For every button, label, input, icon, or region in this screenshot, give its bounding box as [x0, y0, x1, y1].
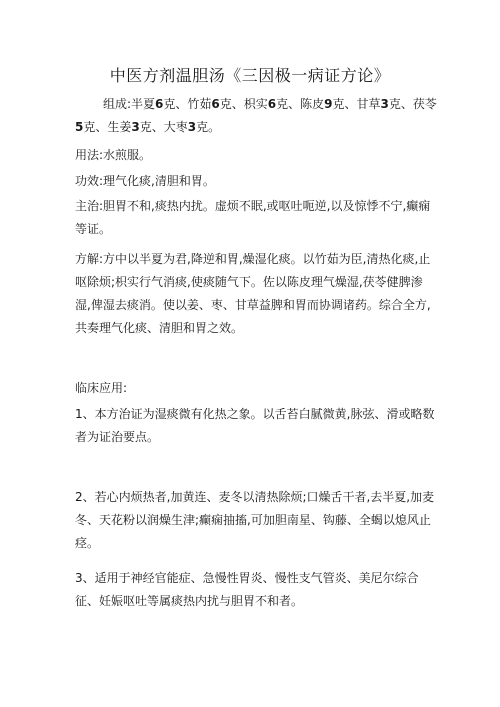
- indications-text: 主治:胆胃不和,痰热内扰。虚烦不眠,或呕吐呃逆,以及惊悸不宁,癫痫等证。: [75, 199, 431, 236]
- efficacy-text: 功效:理气化痰,清胆和胃。: [75, 174, 215, 188]
- clinical-item-3: 3、适用于神经官能症、急慢性胃炎、慢性支气管炎、美尼尔综合征、妊娠呕吐等属痰热内扰与胆胃不和者。: [75, 571, 419, 608]
- usage-text: 用法:水煎服。: [75, 148, 152, 162]
- clinical-heading: 临床应用:: [75, 381, 128, 395]
- clinical-item-2: 2、若心内烦热者,加黄连、麦冬以清热除烦;口燥舌干者,去半夏,加麦冬、天花粉以润燥生津;癫痫抽搐,可加胆南星、钩藤、全蝎以熄风止痉。: [75, 490, 435, 550]
- page-title: 中医方剂温胆汤《三因极一病证方论》: [109, 66, 391, 85]
- composition-text: 组成:半夏6克、竹茹6克、枳实6克、陈皮9克、甘草3克、茯苓5克、生姜3克、大枣3克。: [75, 97, 437, 134]
- explanation-text: 方解:方中以半夏为君,降逆和胃,燥湿化痰。以竹茹为臣,清热化痰,止呕除烦;枳实行气消痰,使痰随气下。佐以陈皮理气燥湿,茯苓健脾渗湿,俾湿去痰消。使以姜、枣、甘草益脾和胃而协调诸药。综合全方,共奏理气化痰、清胆和胃之效。: [75, 252, 431, 335]
- clinical-item-1: 1、本方治证为湿痰微有化热之象。以舌苔白腻微黄,脉弦、滑或略数者为证治要点。: [75, 407, 435, 444]
